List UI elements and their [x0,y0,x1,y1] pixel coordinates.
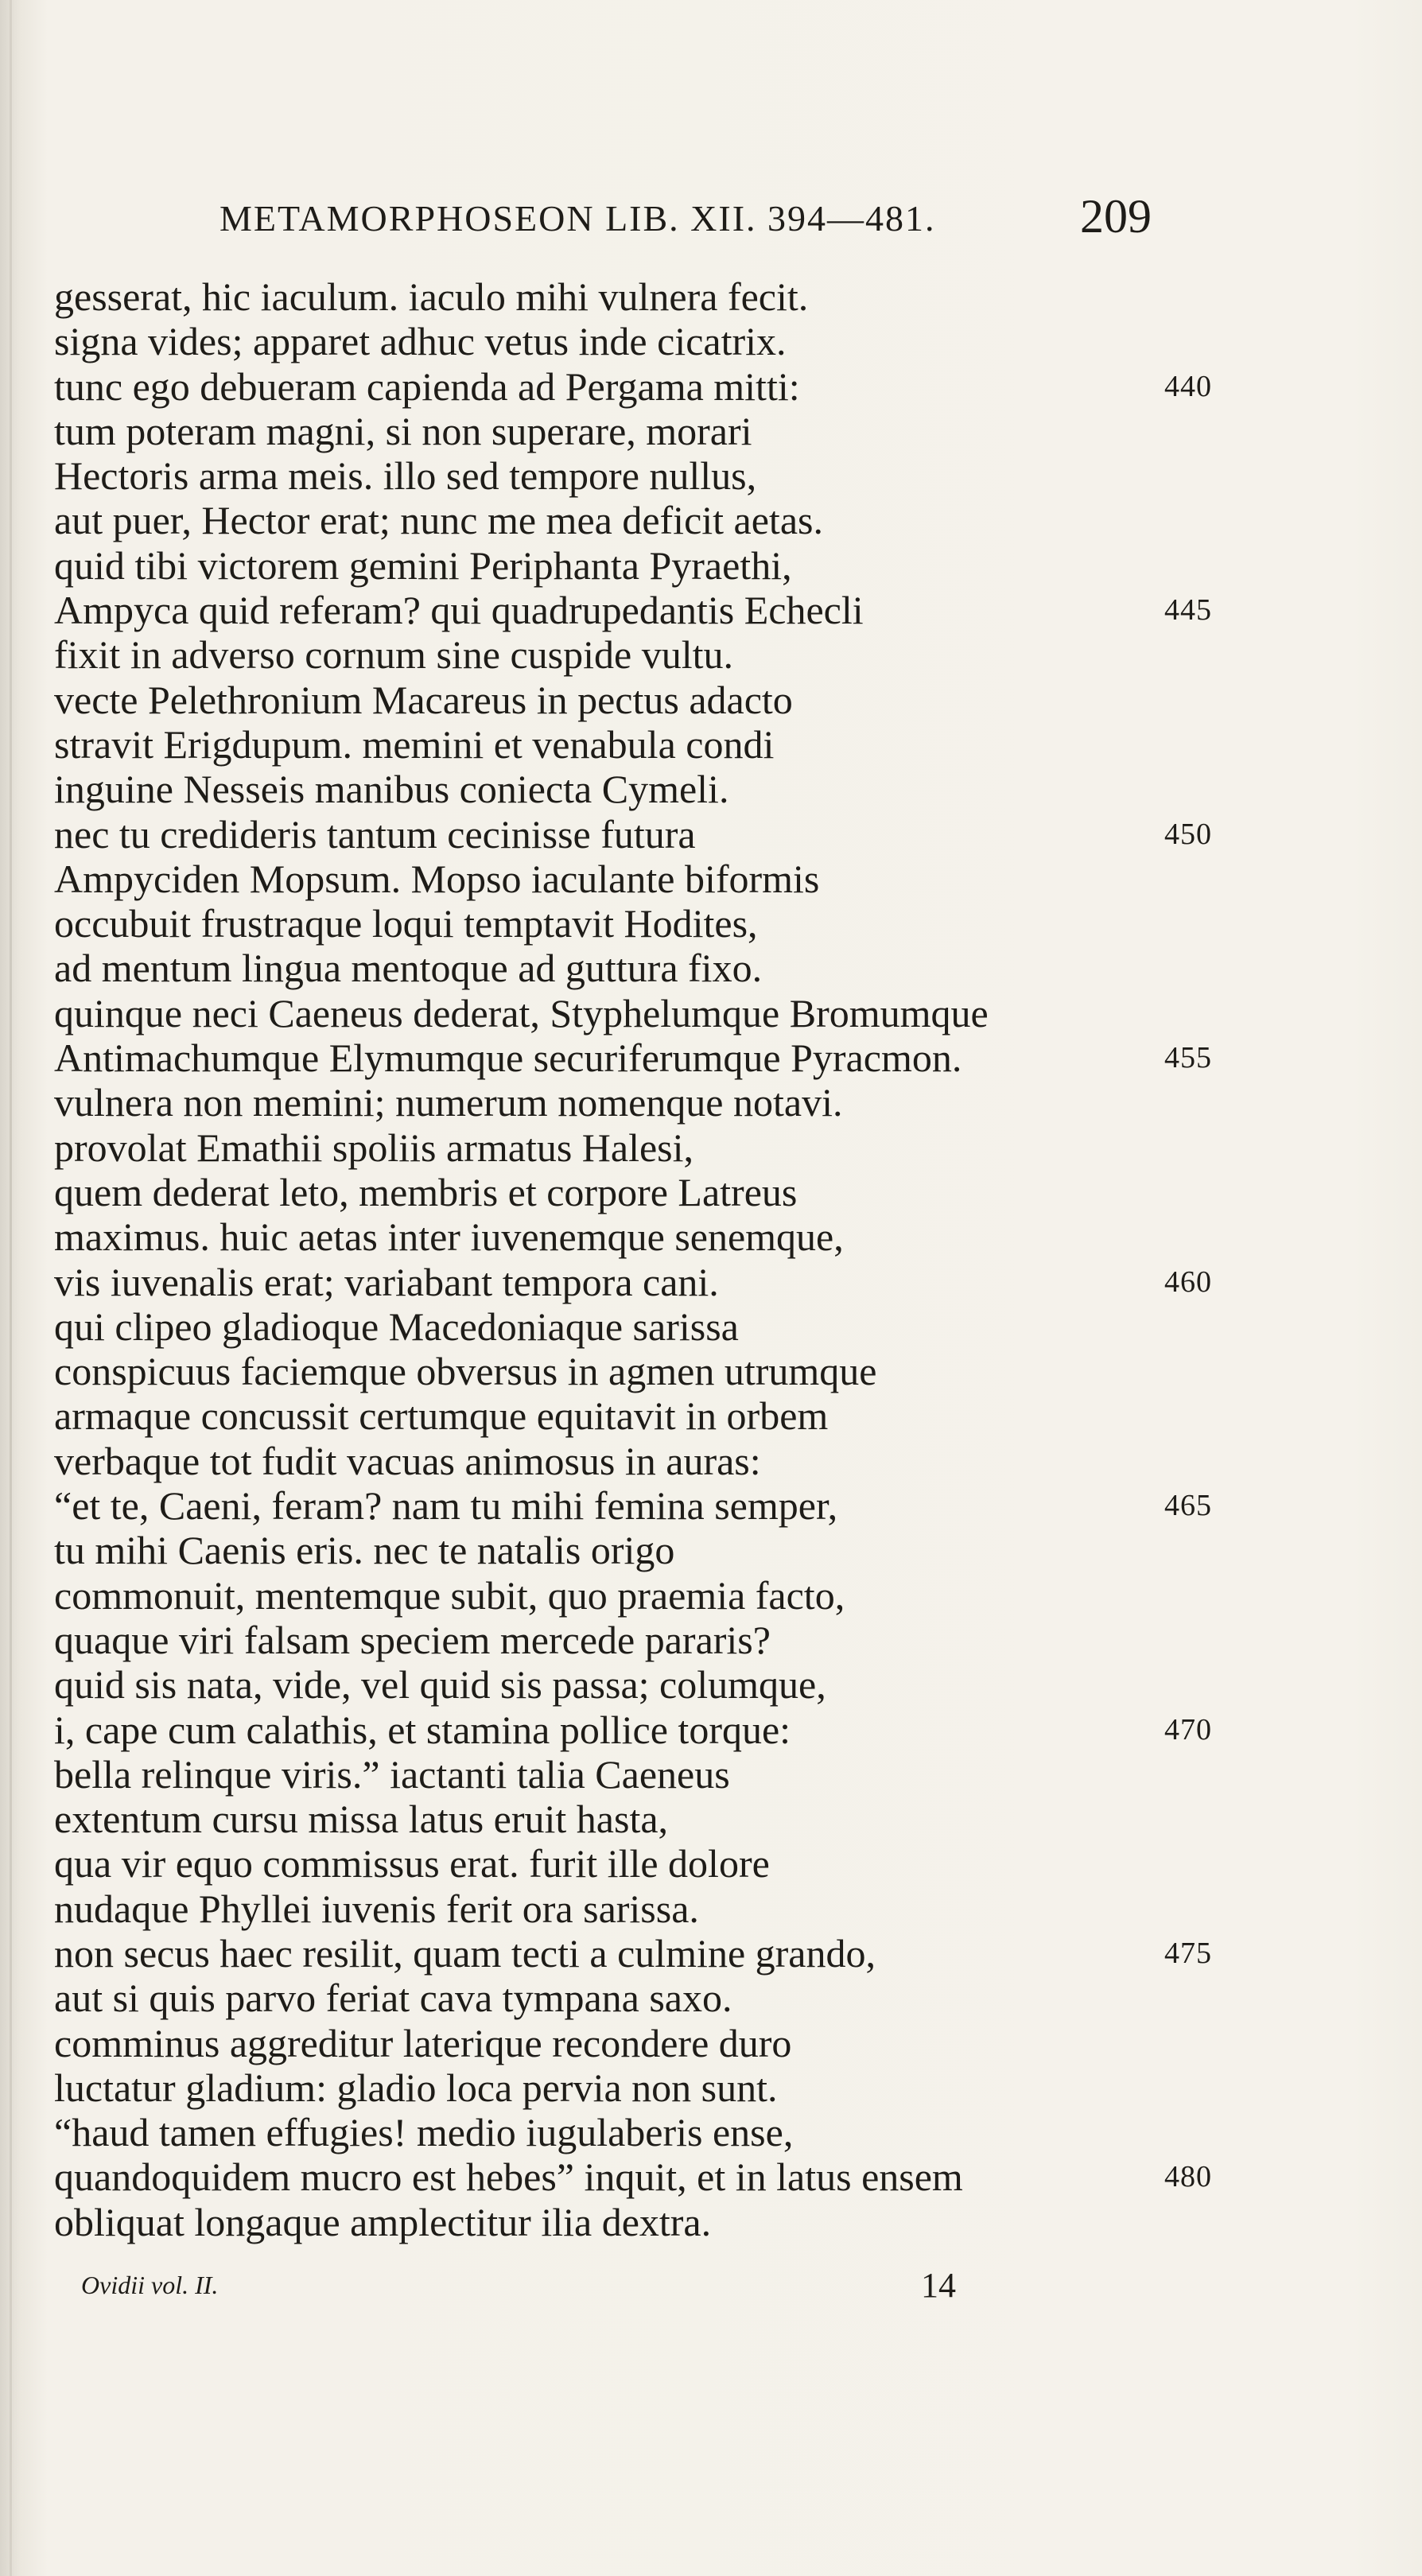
verse-line [54,1170,1390,1214]
verse-line-text: Antimachumque Elymumque securiferumque Pyracmon. [54,1035,962,1081]
verse-line [54,2065,1390,2110]
verse-line [54,1976,1390,2020]
line-number: 475 [1164,1936,1212,1970]
verse-line [54,409,1390,453]
line-number: 450 [1164,817,1212,851]
verse-line-text: quid tibi victorem gemini Periphanta Pyraethi, [54,542,792,588]
verse-line [54,2021,1390,2065]
verse-line-text: tu mihi Caenis eris. nec te natalis origo [54,1528,675,1573]
verse-line [54,946,1390,990]
verse-line [54,812,1390,857]
line-number: 440 [1164,369,1212,403]
verse-line-text: verbaque tot fudit vacuas animosus in auras: [54,1438,761,1483]
verse-line [54,1797,1390,1841]
verse-line [54,1080,1390,1125]
verse-line-text: qua vir equo commissus erat. furit ille dolore [54,1841,770,1886]
verse-line [54,1708,1390,1752]
verse-line-text: obliquat longaque amplectitur ilia dextra. [54,2199,712,2244]
verse-line [54,1439,1390,1483]
verse-line-text: qui clipeo gladioque Macedoniaque sarissa [54,1304,739,1349]
verse-line [54,1886,1390,1931]
verse-line-text: vis iuvenalis erat; variabant tempora cani. [54,1259,719,1304]
line-number: 460 [1164,1265,1212,1299]
verse-line [54,722,1390,767]
verse-line-text: quid sis nata, vide, vel quid sis passa; columque, [54,1662,826,1708]
verse-line-text: tunc ego debueram capienda ad Pergama mitti: [54,363,800,409]
verse-line [54,1752,1390,1797]
verse-line [54,1662,1390,1707]
verse-line [54,588,1390,632]
verse-text [54,274,1390,2244]
line-number: 470 [1164,1712,1212,1746]
verse-line-text: aut si quis parvo feriat cava tympana saxo. [54,1976,732,2021]
verse-line-text: armaque concussit certumque equitavit in orbem [54,1393,829,1439]
verse-line-text: aut puer, Hector erat; nunc me mea deficit aetas. [54,498,823,543]
verse-line [54,767,1390,811]
line-number: 465 [1164,1489,1212,1523]
verse-line [54,1618,1390,1662]
verse-line [54,2154,1390,2199]
verse-line [54,1214,1390,1259]
verse-line-text: vecte Pelethronium Macareus in pectus adacto [54,677,793,722]
verse-line-text: maximus. huic aetas inter iuvenemque senemque, [54,1214,844,1260]
verse-line-text: “haud tamen effugies! medio iugulaberis ense, [54,2110,794,2155]
verse-line [54,1125,1390,1170]
signature-mark: 14 [921,2266,956,2305]
verse-line-text: nudaque Phyllei iuvenis ferit ora sarissa. [54,1886,699,1931]
verse-line-text: quandoquidem mucro est hebes” inquit, et in latus ensem [54,2154,963,2200]
verse-line [54,2200,1390,2244]
verse-line [54,319,1390,363]
line-number: 480 [1164,2160,1212,2194]
verse-line-text: signa vides; apparet adhuc vetus inde cicatrix. [54,319,787,364]
verse-line [54,453,1390,498]
verse-line-text: i, cape cum calathis, et stamina pollice torque: [54,1707,791,1752]
running-title: METAMORPHOSEON LIB. XII. 394—481. [220,198,936,239]
verse-line [54,1260,1390,1304]
verse-line-text: Ampyciden Mopsum. Mopso iaculante biformis [54,856,820,901]
verse-line-text: ad mentum lingua mentoque ad guttura fixo. [54,946,763,991]
verse-line [54,1841,1390,1886]
verse-line-text: Hectoris arma meis. illo sed tempore nullus, [54,453,757,499]
verse-line [54,1931,1390,1976]
signature-text: Ovidii vol. II. [81,2271,219,2299]
verse-line [54,543,1390,588]
verse-line [54,1304,1390,1349]
verse-line-text: “et te, Caeni, feram? nam tu mihi femina semper, [54,1483,838,1529]
verse-line-text: non secus haec resilit, quam tecti a culmine grando, [54,1930,876,1976]
verse-line-text: nec tu credideris tantum cecinisse futura [54,811,696,857]
verse-line-text: inguine Nesseis manibus coniecta Cymeli. [54,767,729,812]
verse-line-text: fixit in adverso cornum sine cuspide vultu. [54,632,734,678]
verse-line-text: vulnera non memini; numerum nomenque notavi. [54,1080,843,1125]
verse-line [54,991,1390,1035]
verse-line-text: Ampyca quid referam? qui quadrupedantis Echecli [54,588,864,633]
verse-line [54,364,1390,409]
verse-line-text: provolat Emathii spoliis armatus Halesi, [54,1125,694,1170]
verse-line-text: quem dederat leto, membris et corpore Latreus [54,1169,798,1214]
verse-line-text: luctatur gladium: gladio loca pervia non sunt. [54,2065,778,2110]
verse-line [54,1573,1390,1618]
verse-line-text: quinque neci Caeneus dederat, Styphelumque Bromumque [54,990,989,1035]
verse-line [54,1483,1390,1528]
verse-line [54,678,1390,722]
verse-line [54,632,1390,677]
verse-line-text: tum poteram magni, si non superare, morari [54,408,752,453]
verse-line [54,1035,1390,1080]
verse-line [54,1349,1390,1393]
verse-line-text: gesserat, hic iaculum. iaculo mihi vulnera fecit. [54,274,809,319]
verse-line [54,901,1390,946]
page-number: 209 [1080,190,1152,243]
verse-line-text: conspicuus faciemque obversus in agmen utrumque [54,1349,877,1394]
verse-line [54,1528,1390,1572]
verse-line [54,2110,1390,2154]
page-gutter [10,0,12,2576]
verse-line [54,1393,1390,1438]
verse-line-text: quaque viri falsam speciem mercede pararis? [54,1617,771,1662]
verse-line-text: bella relinque viris.” iactanti talia Caeneus [54,1751,730,1797]
verse-line-text: commonuit, mentemque subit, quo praemia facto, [54,1572,845,1618]
verse-line-text: stravit Erigdupum. memini et venabula condi [54,721,775,767]
verse-line [54,498,1390,542]
verse-line-text: extentum cursu missa latus eruit hasta, [54,1797,669,1842]
line-number: 455 [1164,1041,1212,1075]
verse-line [54,857,1390,901]
line-number: 445 [1164,593,1212,627]
verse-line [54,274,1390,319]
verse-line-text: comminus aggreditur laterique recondere duro [54,2020,792,2065]
verse-line-text: occubuit frustraque loqui temptavit Hodites, [54,901,758,946]
